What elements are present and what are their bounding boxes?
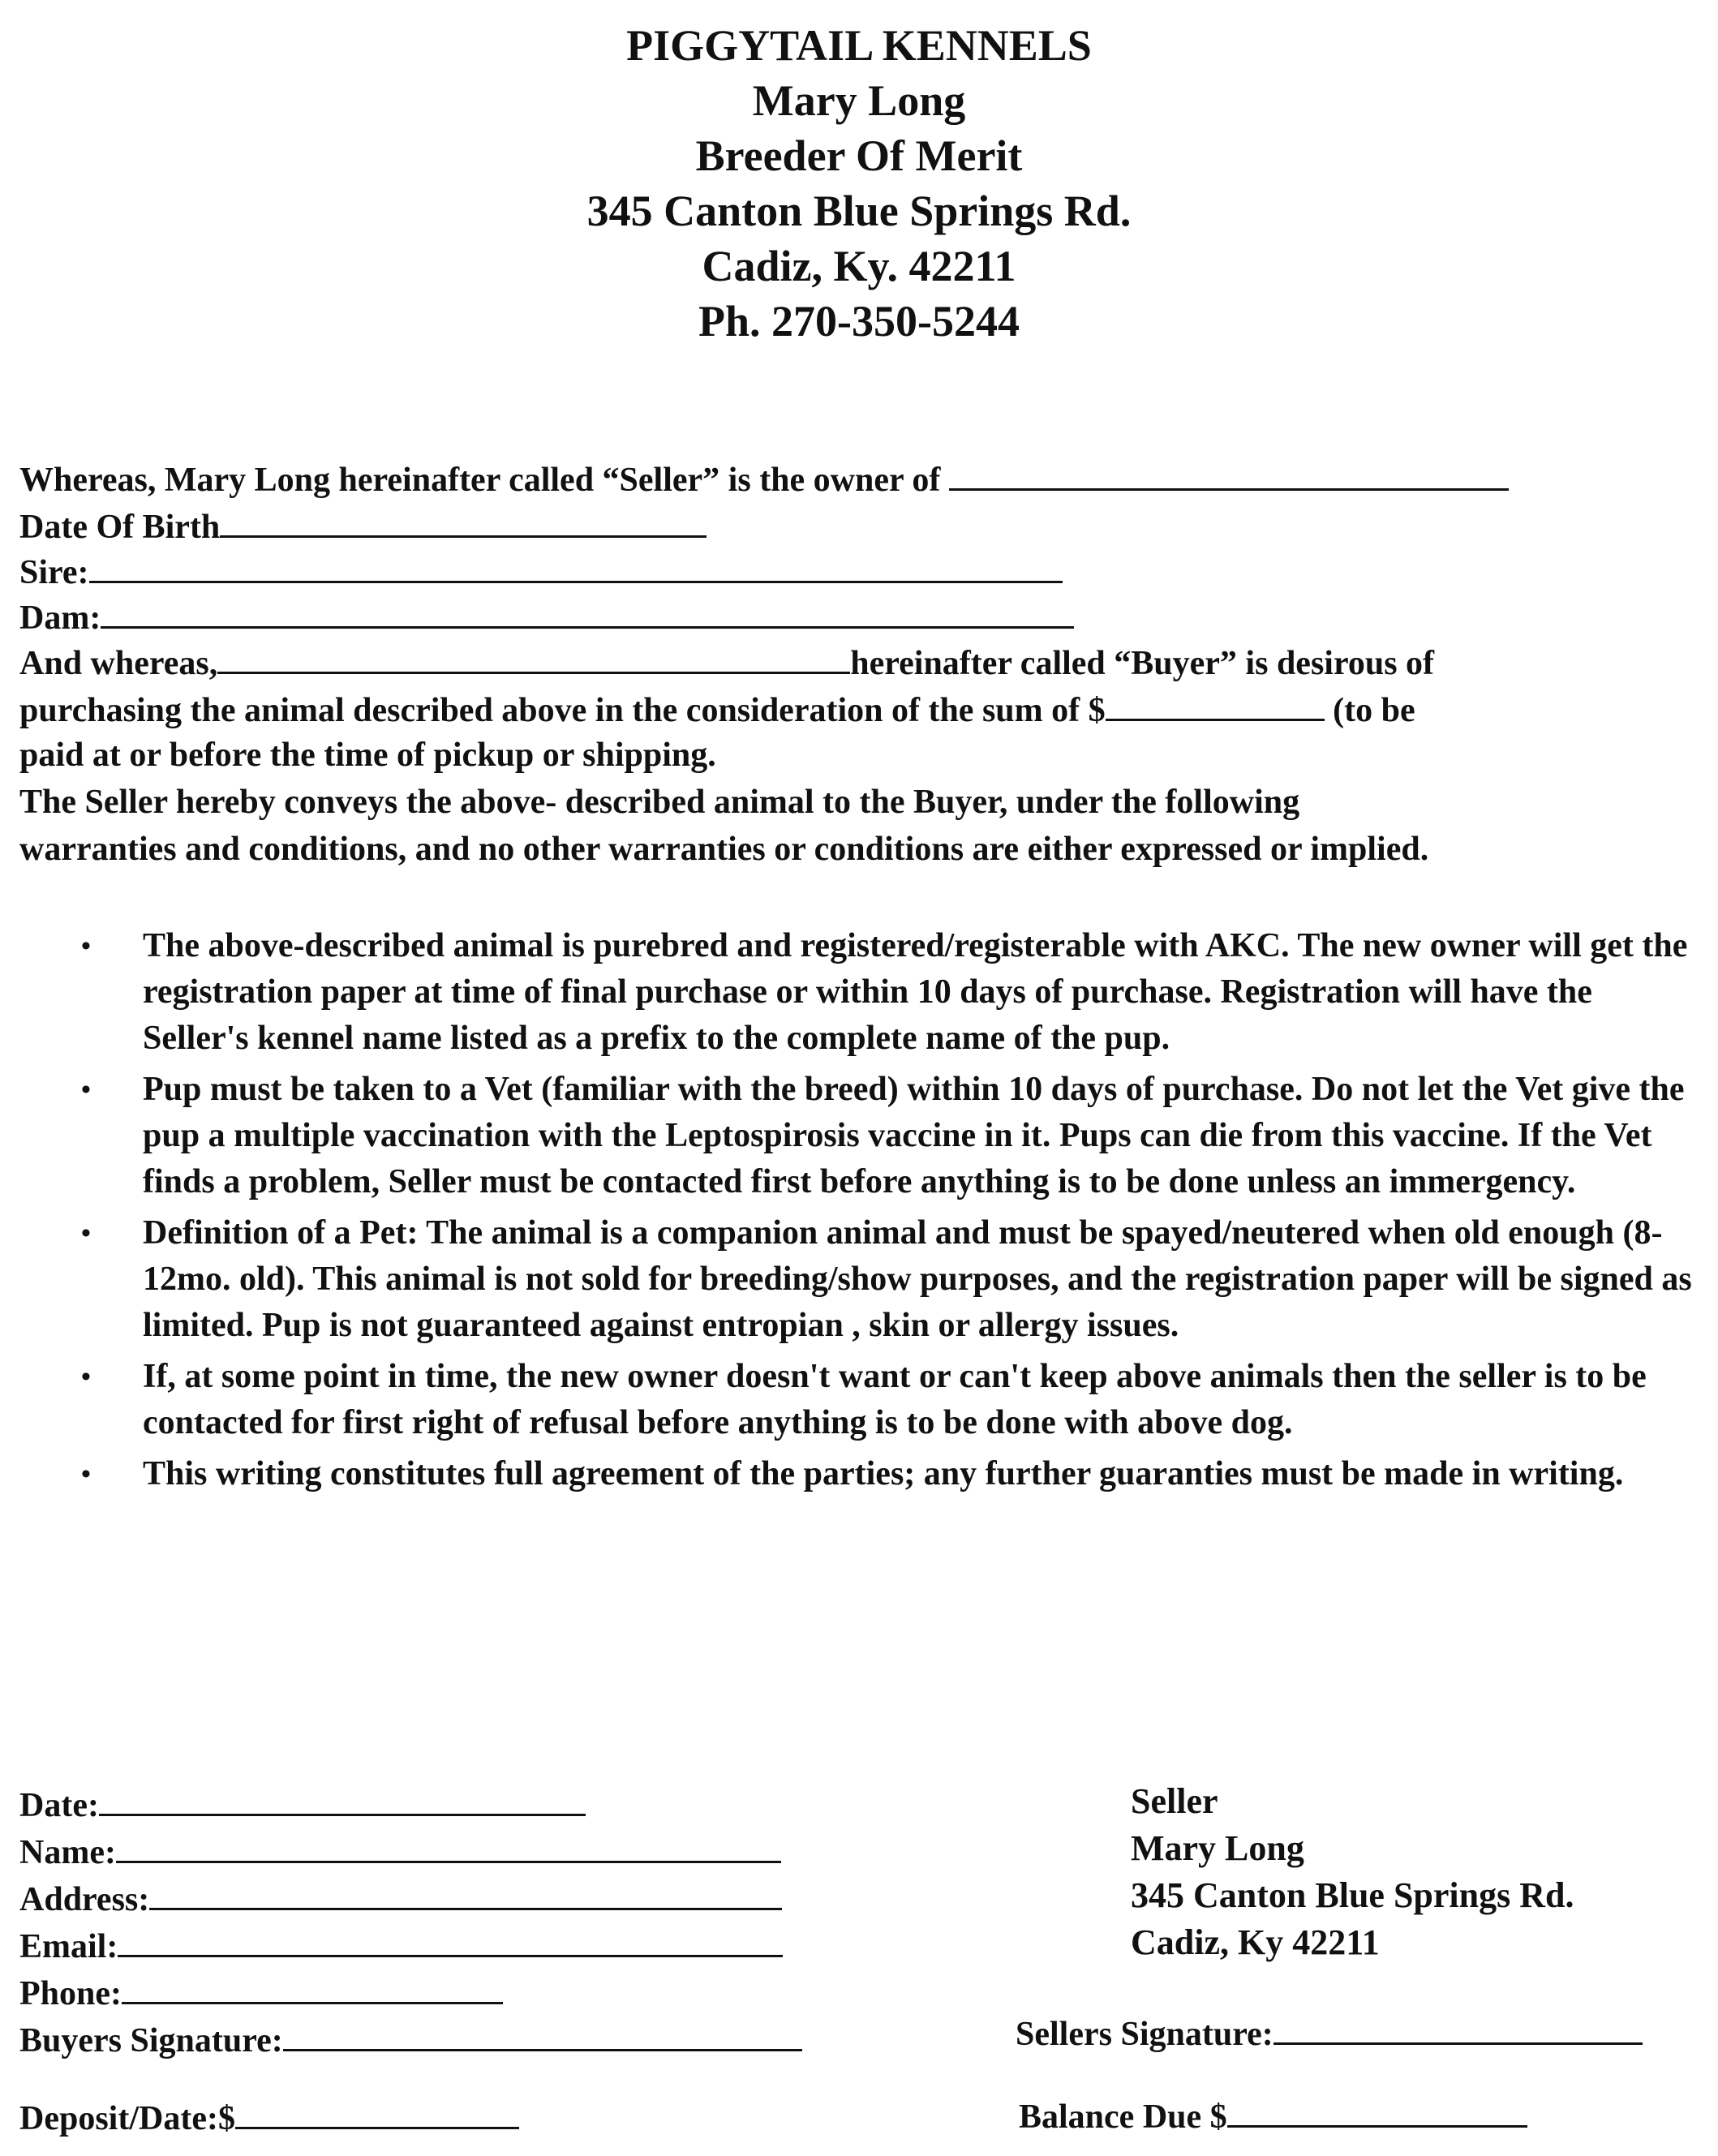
seller-address: 345 Canton Blue Springs Rd. [1131, 1875, 1574, 1915]
bullet-icon: • [81, 1075, 91, 1105]
purchase-suffix: (to be [1333, 692, 1415, 729]
conveys-line-1: The Seller hereby conveys the above- described animal to the Buyer, under the following [19, 784, 1300, 821]
buyer-date-line [19, 1781, 586, 1827]
deposit-line [19, 2094, 519, 2141]
dob-label: Date Of Birth [19, 509, 221, 546]
buyer-phone-label: Phone: [19, 1975, 122, 2012]
term-text: Pup must be taken to a Vet (familiar with the breed) within 10 days of purchase. Do not let the Vet give the pup a multiple vaccination with the Leptospirosis vaccine in it. Pups can die from this vaccine. If the Vet finds a problem, Seller must be contacted first before anything is to be done unless an immergency. [143, 1071, 1685, 1200]
sire-line [19, 548, 1063, 595]
seller-signature-field[interactable] [1273, 2010, 1643, 2045]
breeder-address: 345 Canton Blue Springs Rd. [586, 187, 1132, 235]
term-text: If, at some point in time, the new owner doesn't want or can't keep above animals then the seller is to be contacted for first right of refusal before anything is to be done with above dog. [143, 1358, 1647, 1441]
list-item [81, 923, 1695, 1062]
seller-label: Seller [1131, 1781, 1218, 1821]
animal-field[interactable] [949, 456, 1509, 491]
seller-block [1131, 1778, 1574, 1966]
seller-city: Cadiz, Ky 42211 [1131, 1922, 1380, 1962]
bullet-icon: • [81, 1459, 91, 1489]
dam-label: Dam: [19, 599, 101, 637]
list-item [81, 1354, 1695, 1446]
bullet-icon: • [81, 1362, 91, 1392]
buyer-phone-field[interactable] [122, 1969, 503, 2004]
purchase-prefix: purchasing the animal described above in the consideration of the sum of $ [19, 692, 1106, 729]
dob-field[interactable] [220, 503, 707, 538]
buyer-name-input[interactable] [116, 1828, 781, 1863]
buyer-address-field[interactable] [149, 1875, 782, 1910]
purchase-line [19, 686, 1415, 732]
sire-field[interactable] [89, 548, 1063, 583]
letterhead [0, 18, 1718, 349]
buyer-whereas-suffix: hereinafter called “Buyer” is desirous of [850, 645, 1435, 682]
list-item [81, 1451, 1695, 1497]
buyer-name-field[interactable] [217, 639, 850, 674]
buyer-signature-label: Buyers Signature: [19, 2022, 283, 2059]
kennel-name: PIGGYTAIL KENNELS [626, 21, 1092, 70]
list-item [81, 1067, 1695, 1205]
list-item [81, 1210, 1695, 1349]
owner-line [19, 456, 1509, 502]
price-field[interactable] [1106, 686, 1325, 721]
buyer-signature-field[interactable] [283, 2016, 802, 2051]
breeder-phone: Ph. 270-350-5244 [698, 297, 1020, 346]
dob-line [19, 503, 707, 549]
term-text: The above-described animal is purebred and registered/registerable with AKC. The new owner will get the registration paper at time of final purchase or within 10 days of purchase. Registration will have the Seller's kennel name listed as a prefix to the complete name of the pup. [143, 927, 1688, 1057]
seller-signature-line [1016, 2010, 1643, 2056]
buyer-email-label: Email: [19, 1928, 118, 1965]
buyer-address-label: Address: [19, 1881, 150, 1918]
deposit-label: Deposit/Date:$ [19, 2100, 235, 2137]
buyer-date-label: Date: [19, 1787, 99, 1824]
buyer-whereas-prefix: And whereas, [19, 645, 218, 682]
sire-label: Sire: [19, 554, 89, 591]
conveys-line-2: warranties and conditions, and no other warranties or conditions are either expressed or implied. [19, 831, 1429, 868]
bullet-icon: • [81, 931, 91, 961]
balance-field[interactable] [1227, 2093, 1527, 2128]
buyer-whereas-line [19, 639, 1434, 685]
breeder-name: Mary Long [752, 76, 966, 125]
terms-list [81, 923, 1695, 1502]
buyer-email-field[interactable] [118, 1922, 783, 1957]
seller-signature-label: Sellers Signature: [1016, 2016, 1273, 2053]
buyer-name-line [19, 1828, 781, 1875]
buyer-name-label: Name: [19, 1834, 116, 1871]
term-text: This writing constitutes full agreement of the parties; any further guaranties must be made in writing. [143, 1455, 1624, 1492]
seller-name: Mary Long [1131, 1828, 1304, 1868]
owner-label: Whereas, Mary Long hereinafter called “Seller” is the owner of [19, 462, 941, 499]
paid-line: paid at or before the time of pickup or shipping. [19, 737, 716, 774]
dam-field[interactable] [101, 594, 1074, 629]
buyer-date-field[interactable] [99, 1781, 586, 1816]
dam-line [19, 594, 1074, 640]
buyer-address-line [19, 1875, 782, 1922]
buyer-phone-line [19, 1969, 503, 2016]
breeder-city: Cadiz, Ky. 42211 [702, 242, 1016, 290]
breeder-title: Breeder Of Merit [695, 131, 1023, 180]
buyer-signature-line [19, 2016, 802, 2063]
bullet-icon: • [81, 1218, 91, 1248]
balance-label: Balance Due $ [1019, 2098, 1227, 2136]
deposit-field[interactable] [235, 2094, 519, 2129]
term-text: Definition of a Pet: The animal is a companion animal and must be spayed/neutered when old enough (8-12mo. old). This animal is not sold for breeding/show purposes, and the registration paper will be signed as limited. Pup is not guaranteed against entropian , skin or allergy issues. [143, 1214, 1692, 1344]
balance-line [1019, 2093, 1527, 2139]
buyer-email-line [19, 1922, 783, 1969]
